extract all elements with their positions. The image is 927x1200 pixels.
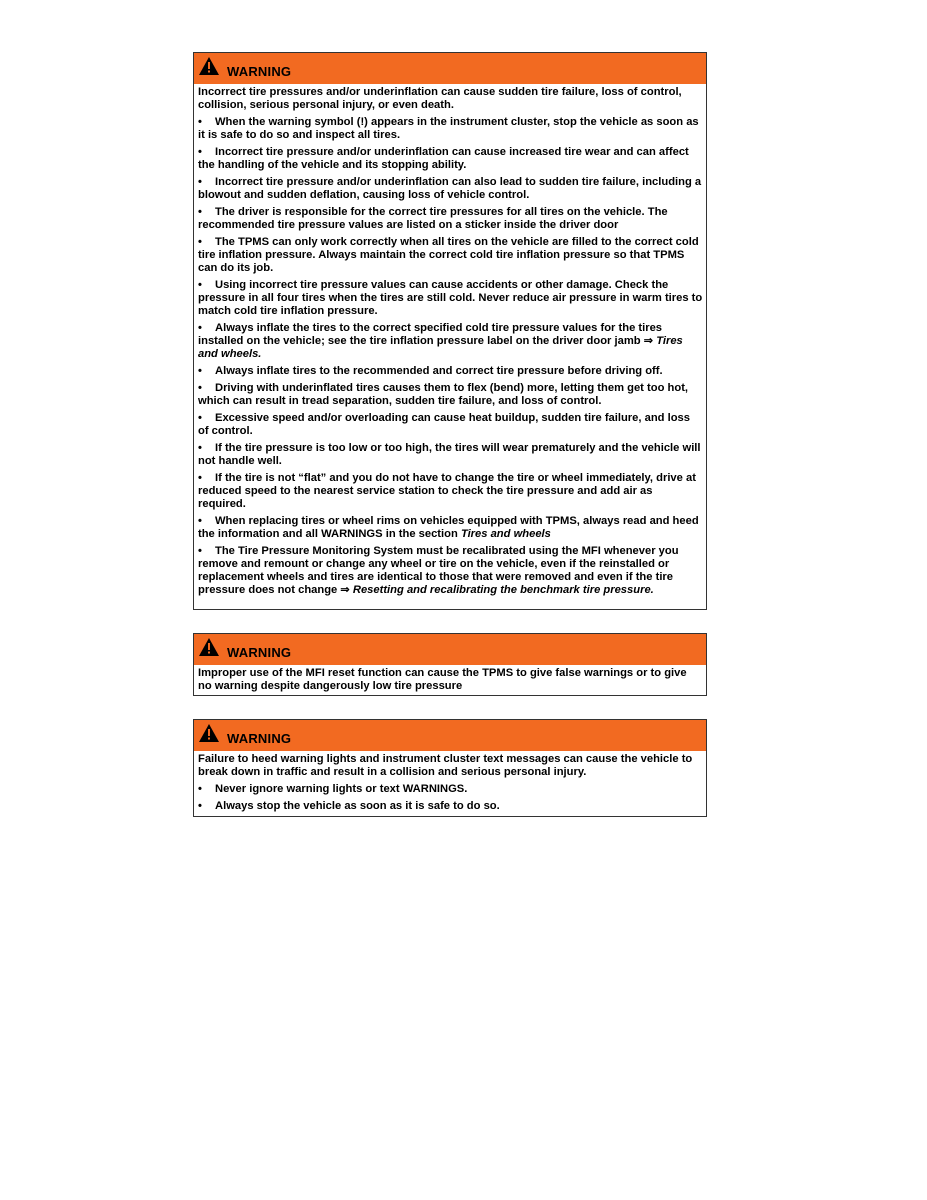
warning-intro: Incorrect tire pressures and/or underinflation can cause sudden tire failure, loss of control, collision, serious personal injury, or even death.: [198, 86, 682, 111]
bullet-item: • If the tire is not “flat” and you do not have to change the tire or wheel immediately, drive at reduced speed to the nearest service station to check the tire pressure and add air as required.: [198, 472, 696, 510]
warning-triangle-icon: [199, 638, 219, 656]
warning-body: [194, 665, 706, 699]
bullet-item: • Driving with underinflated tires causes them to flex (bend) more, letting them get too hot, which can result in tread separation, sudden tire failure, and loss of control.: [198, 382, 689, 407]
bullet-item: • The Tire Pressure Monitoring System must be recalibrated using the MFI whenever you remove and remount or change any wheel or tire on the vehicle, even if the reinstalled or replacement wheels and tires are identical to those that were removed and even if the tire pressure does not change ⇒ Resetting and recalibrating the benchmark tire pressure.: [198, 545, 679, 596]
cross-reference-link[interactable]: Tires and wheels.: [198, 335, 683, 360]
warning-intro: Improper use of the MFI reset function can cause the TPMS to give false warnings or to give no warning despite dangerously low tire pressure: [198, 667, 687, 692]
warning-intro: Failure to heed warning lights and instrument cluster text messages can cause the vehicle to break down in traffic and result in a collision and serious personal injury.: [198, 753, 693, 778]
warning-header: [194, 634, 706, 665]
warning-title: WARNING: [227, 645, 292, 660]
warning-box-mfi-reset: [193, 633, 707, 696]
warning-triangle-icon: [199, 724, 219, 742]
bullet-item: • Incorrect tire pressure and/or underinflation can also lead to sudden tire failure, including a blowout and sudden deflation, causing loss of vehicle control.: [198, 176, 702, 201]
bullet-item: • Using incorrect tire pressure values can cause accidents or other damage. Check the pressure in all four tires when the tires are still cold. Never reduce air pressure in warm tires to match cold tire inflation pressure.: [198, 279, 703, 317]
bullet-item: • Always inflate tires to the recommended and correct tire pressure before driving off.: [198, 365, 663, 377]
warning-box-tire-pressure: [193, 52, 707, 610]
bullet-item: • The driver is responsible for the correct tire pressures for all tires on the vehicle. The recommended tire pressure values are listed on a sticker inside the driver door: [198, 206, 668, 231]
bullet-item: • Never ignore warning lights or text WARNINGS.: [198, 783, 468, 795]
bullet-item: • When replacing tires or wheel rims on vehicles equipped with TPMS, always read and heed the information and all WARNINGS in the section Tires and wheels: [198, 515, 699, 540]
warning-triangle-icon: [199, 57, 219, 75]
warning-title: WARNING: [227, 64, 292, 79]
warning-body: [194, 751, 706, 819]
bullet-item: • Always inflate the tires to the correct specified cold tire pressure values for the tires installed on the vehicle; see the tire inflation pressure label on the driver door jamb ⇒ Tires and wheels.: [198, 322, 683, 360]
warning-header: [194, 720, 706, 751]
bullet-item: • Excessive speed and/or overloading can cause heat buildup, sudden tire failure, and loss of control.: [198, 412, 690, 437]
bullet-item: • The TPMS can only work correctly when all tires on the vehicle are filled to the correct cold tire inflation pressure. Always maintain the correct cold tire inflation pressure so that TPMS can do its job.: [198, 236, 699, 274]
warning-header: [194, 53, 706, 84]
warning-title: WARNING: [227, 731, 292, 746]
bullet-item: • When the warning symbol (!) appears in the instrument cluster, stop the vehicle as soon as it is safe to do so and inspect all tires.: [198, 116, 699, 141]
bullet-item: • If the tire pressure is too low or too high, the tires will wear prematurely and the vehicle will not handle well.: [198, 442, 701, 467]
cross-reference-link[interactable]: Resetting and recalibrating the benchmark tire pressure.: [352, 584, 654, 596]
warning-body: [194, 84, 706, 603]
cross-reference-link[interactable]: Tires and wheels: [460, 528, 551, 540]
bullet-item: • Incorrect tire pressure and/or underinflation can cause increased tire wear and can affect the handling of the vehicle and its stopping ability.: [198, 146, 689, 171]
bullet-item: • Always stop the vehicle as soon as it is safe to do so.: [198, 800, 500, 812]
warning-box-warning-lights: [193, 719, 707, 817]
